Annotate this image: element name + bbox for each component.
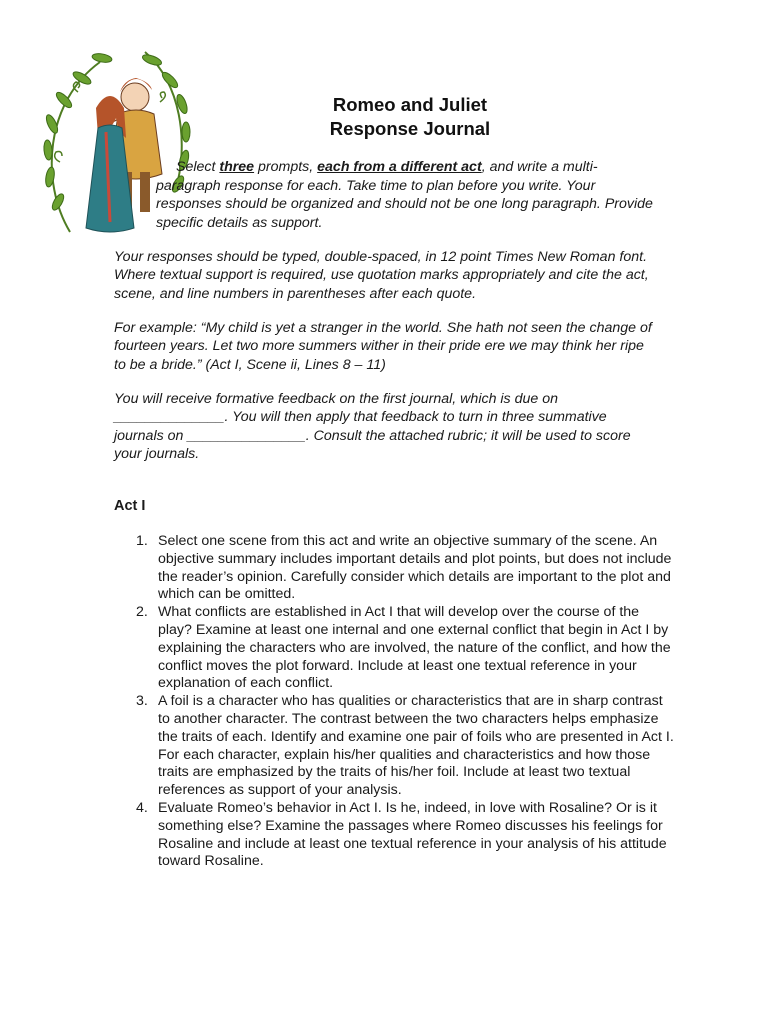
prompt-text: Evaluate Romeo’s behavior in Act I. Is he, indeed, in love with Rosaline? Or is it something else? Examine the passages where Romeo discusses his feelings for Rosaline and include at least one textual reference in your analysis of his attitude toward Rosaline. bbox=[158, 799, 667, 870]
intro-instructions bbox=[156, 158, 656, 232]
list-item bbox=[114, 693, 674, 800]
prompt-number: 4. bbox=[136, 799, 148, 816]
intro-line-1 bbox=[156, 158, 656, 177]
intro-text-b: prompts, bbox=[254, 159, 318, 175]
emphasis-different-act: each from a different act bbox=[317, 159, 482, 175]
intro-rest: paragraph response for each. Take time to plan before you write. Your responses should be organized and should not be one long paragraph. Provide specific details as support. bbox=[156, 177, 653, 231]
act-heading: Act I bbox=[114, 498, 146, 514]
example-paragraph: For example: “My child is yet a stranger in the world. She hath not seen the change of fourteen years. Let two more summers wither in their pride ere we may think her ripe to be a bride.” (Act I, Scene ii, Lines 8 – 11) bbox=[114, 320, 652, 373]
intro-text-a: Select bbox=[176, 159, 220, 175]
intro-text-c: , and write a multi- bbox=[481, 159, 598, 175]
prompt-number: 3. bbox=[136, 693, 148, 710]
prompt-number: 1. bbox=[136, 533, 148, 549]
prompt-text: What conflicts are established in Act I that will develop over the course of the play? Examine at least one internal and one external conflict that begin in Act I by explaining the characters who are involved, the nature of the conflict, and how the conflict moves the plot forward. Include at least one textual reference in your explanation of each conflict. bbox=[158, 604, 671, 692]
prompt-list bbox=[114, 533, 674, 871]
prompt-text: A foil is a character who has qualities or characteristics that are in sharp contrast to another character. The contrast between the two characters helps emphasize the traits of each. Identify and examine one pair of foils who are presented in Act I. For each character, explain his/her qualities and characteristics and how those traits are emphasized by the traits of his/her foil. Include at least two textual references as support of your analysis. bbox=[158, 693, 674, 799]
feedback-paragraph: You will receive formative feedback on the first journal, which is due on ______________. You will then apply that feedback to turn in three summative journals on _______________. Consult the attached rubric; it will be used to score your journals. bbox=[114, 391, 631, 462]
list-item bbox=[114, 533, 674, 604]
document-title bbox=[300, 93, 520, 141]
prompt-text: Select one scene from this act and write an objective summary of the scene. An objective summary includes important details and plot points, but does not include the reader’s opinion. Carefully consider which details are important to the plot and which can be omitted. bbox=[158, 533, 672, 603]
list-item bbox=[114, 604, 674, 693]
format-paragraph: Your responses should be typed, double-spaced, in 12 point Times New Roman font. Where textual support is required, use quotation marks appropriately and cite the act, scene, and line numbers in parentheses after each quote. bbox=[114, 249, 649, 302]
title-line-1: Romeo and Juliet bbox=[332, 94, 488, 115]
title-line-2: Response Journal bbox=[329, 118, 491, 139]
prompt-number: 2. bbox=[136, 604, 148, 621]
list-item bbox=[114, 800, 674, 871]
emphasis-three: three bbox=[219, 159, 255, 175]
